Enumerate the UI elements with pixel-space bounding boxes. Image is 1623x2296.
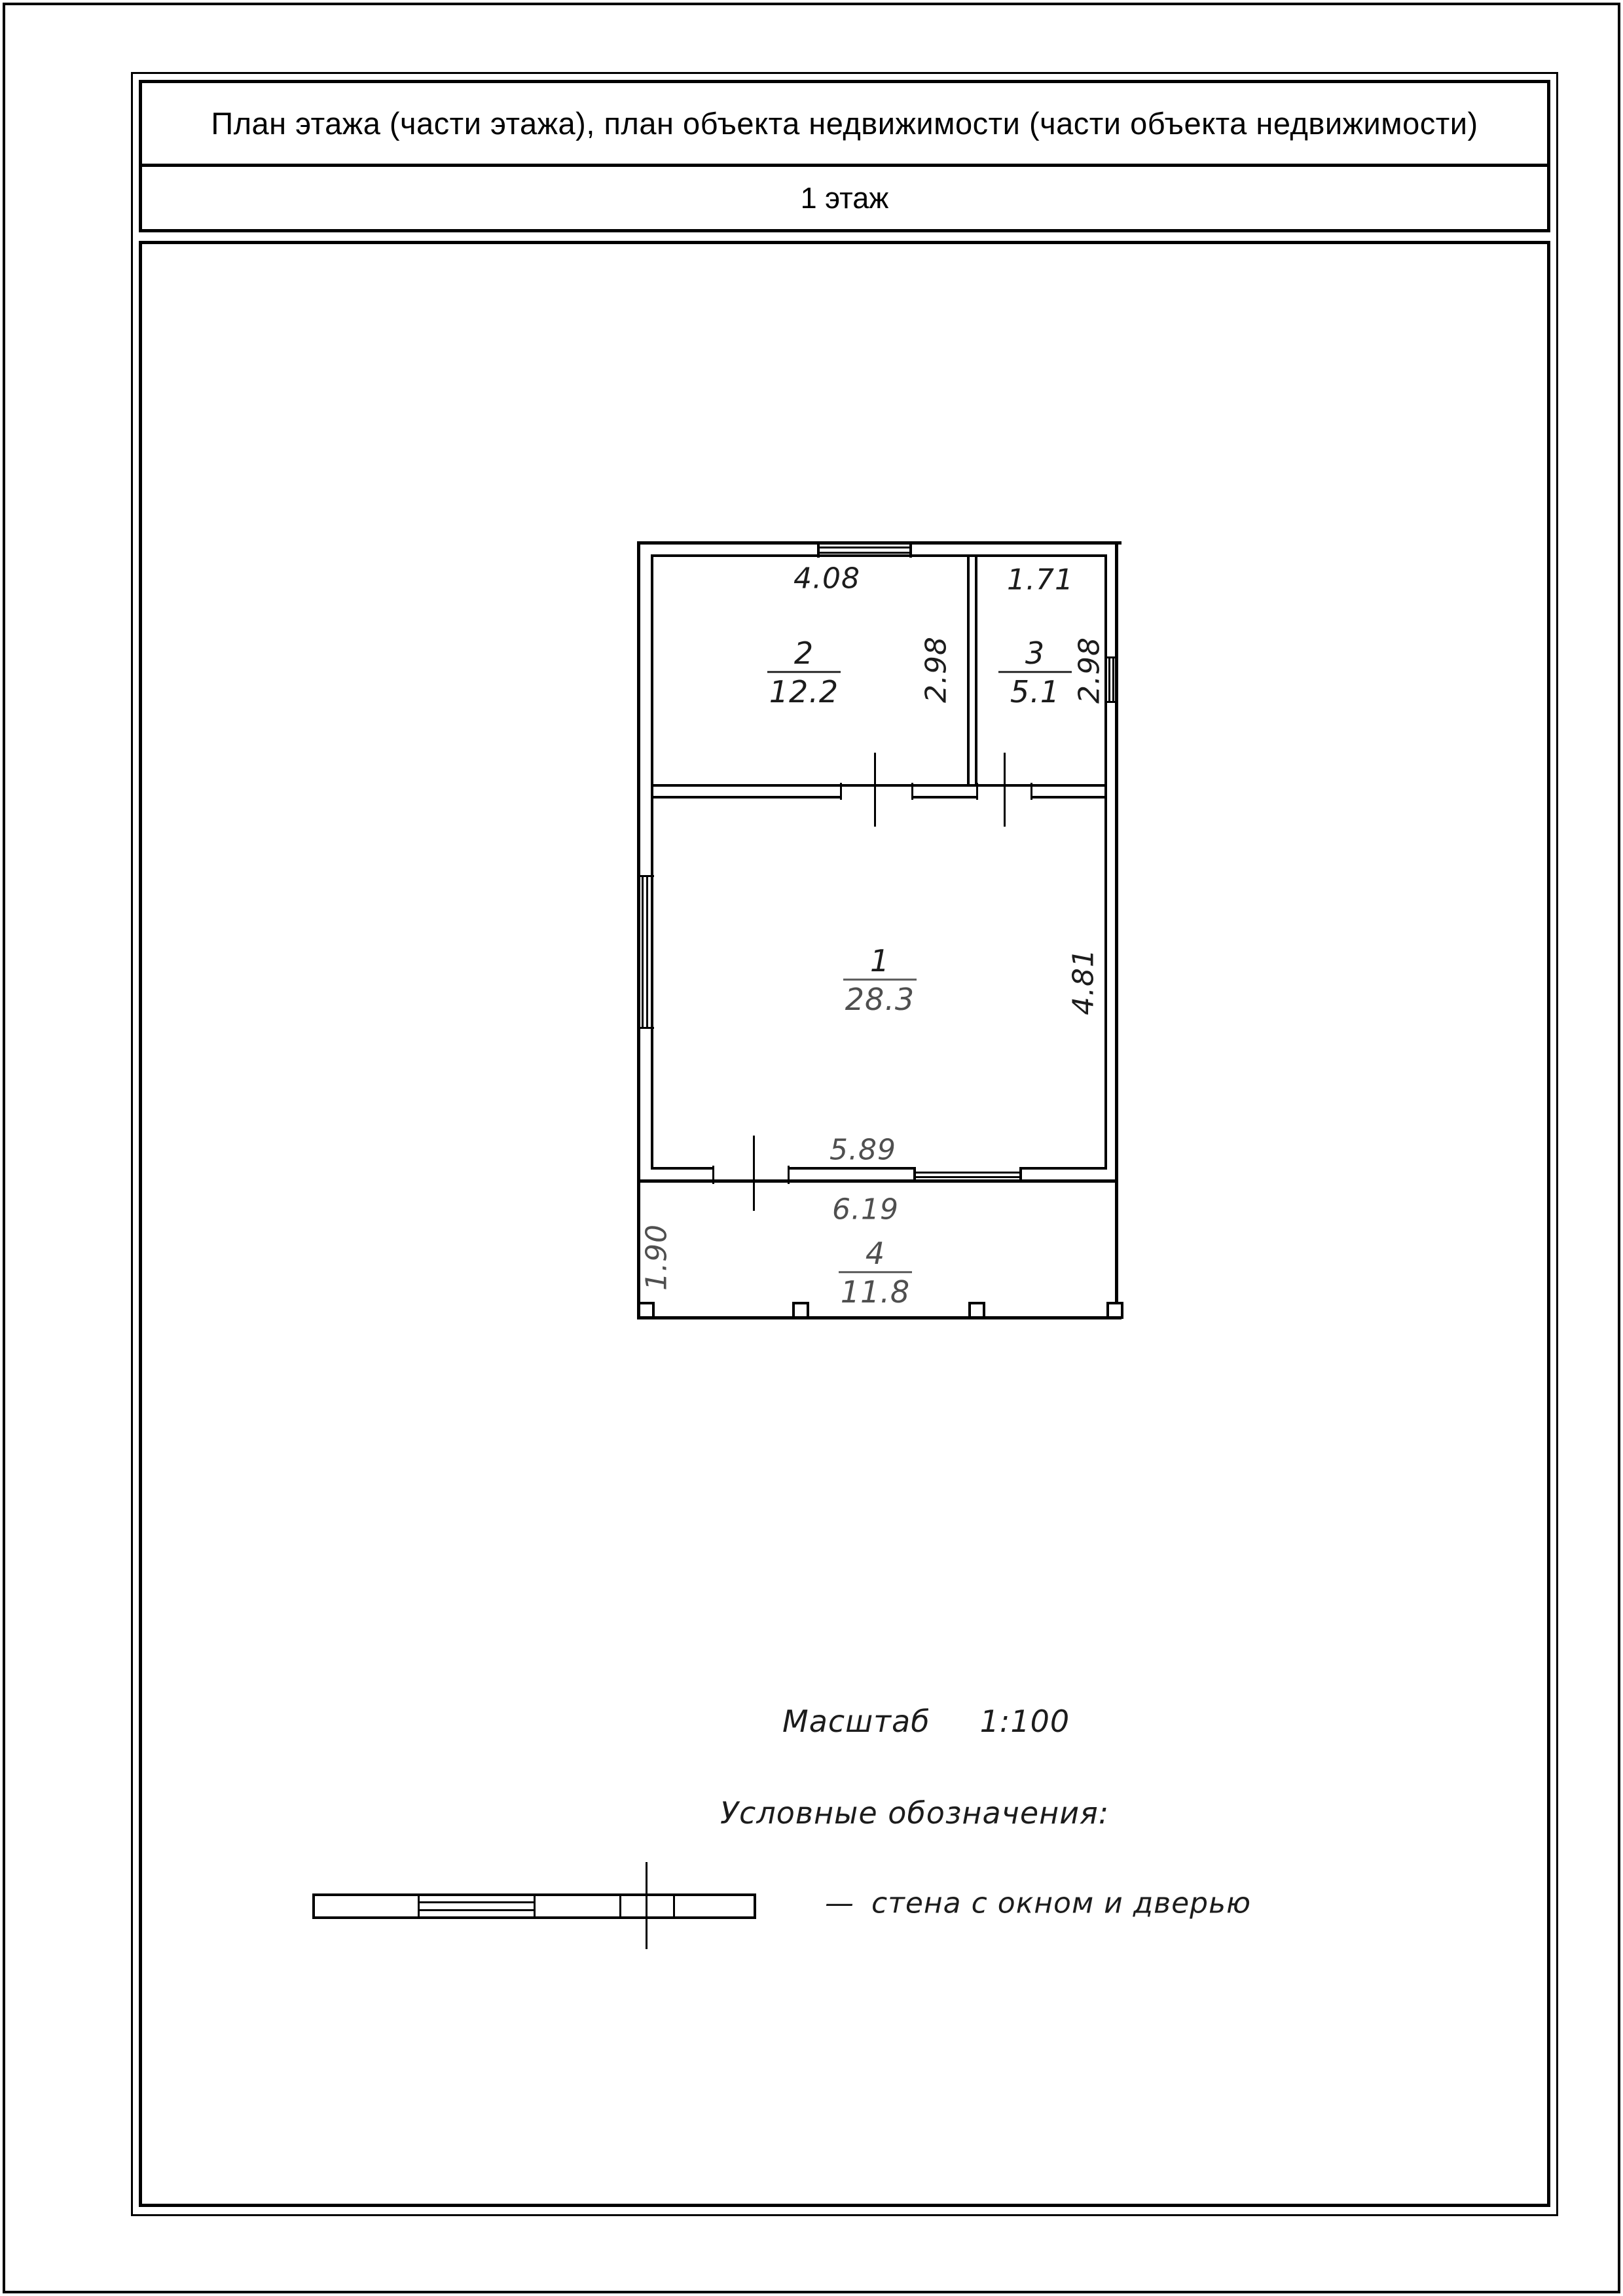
window-top-mid2 xyxy=(820,552,909,554)
legend-door-axis xyxy=(646,1862,647,1949)
wall-room1-bottom-seg3 xyxy=(1021,1167,1104,1170)
window-top-cap-right xyxy=(909,541,912,558)
door-veranda-tick-right xyxy=(788,1166,790,1184)
door-room2-tick-right xyxy=(911,783,913,800)
wall-outer-left xyxy=(637,541,640,1319)
window-bottom-mid1 xyxy=(916,1172,1019,1174)
room4-number: 4 xyxy=(865,1236,886,1272)
legend-divider-2 xyxy=(534,1893,536,1919)
veranda-bottom-line xyxy=(637,1316,1122,1319)
window-bottom-cap-left xyxy=(913,1167,916,1183)
room2-number: 2 xyxy=(793,636,814,672)
room1-area: 28.3 xyxy=(845,982,915,1018)
wall-outer-top xyxy=(637,541,1122,545)
window-right-mid1 xyxy=(1108,656,1110,703)
window-bottom-mid2 xyxy=(916,1176,1019,1178)
legend-item-text: стена с окном и дверью xyxy=(871,1886,1252,1920)
legend-window-mid1 xyxy=(420,1901,534,1903)
wall-mid-lower-seg2 xyxy=(911,796,976,798)
wall-room1-bottom-seg2 xyxy=(788,1167,913,1170)
wall-mid-upper xyxy=(651,784,1104,787)
room3-label-rule xyxy=(998,672,1072,673)
wall-room1-bottom-seg1 xyxy=(651,1167,712,1170)
window-top-cap-left xyxy=(817,541,820,558)
veranda-pillar-4 xyxy=(1106,1302,1123,1319)
veranda-pillar-1 xyxy=(638,1302,655,1319)
dim-room3-width: 1.71 xyxy=(1007,563,1074,597)
wall-mid-lower-seg3 xyxy=(1030,796,1104,798)
legend-divider-3 xyxy=(619,1893,621,1919)
room3-label xyxy=(998,637,1072,708)
door-room3-tick-right xyxy=(1030,783,1032,800)
room1-label-rule xyxy=(843,979,917,981)
header-box xyxy=(139,80,1550,232)
wall-divider-23-left xyxy=(967,554,970,787)
door-room2-tick-left xyxy=(840,783,842,800)
legend-divider-1 xyxy=(418,1893,420,1919)
wall-inner-top xyxy=(651,554,1107,557)
door-room3-tick-left xyxy=(976,783,978,800)
legend-item-dash: — xyxy=(825,1886,854,1920)
scale-note xyxy=(782,1704,1070,1739)
wall-mid-lower-seg1 xyxy=(651,796,840,798)
window-right-cap-bottom xyxy=(1104,701,1118,703)
window-left-cap-bottom xyxy=(637,1027,654,1029)
window-bottom-cap-right xyxy=(1019,1167,1022,1183)
door-veranda-tick-left xyxy=(712,1166,714,1184)
dim-room1-inner-width: 5.89 xyxy=(830,1133,896,1167)
room2-label-rule xyxy=(767,672,841,673)
room1-number: 1 xyxy=(869,943,890,979)
window-left-mid1 xyxy=(642,875,644,1029)
window-top-mid1 xyxy=(820,547,909,548)
dim-room2-depth: 2.98 xyxy=(919,636,953,703)
room2-label xyxy=(767,637,841,708)
window-right-mid2 xyxy=(1112,656,1114,703)
wall-inner-left xyxy=(651,554,653,1170)
scale-label: Масштаб xyxy=(782,1704,930,1739)
room4-label xyxy=(839,1238,912,1308)
room3-number: 3 xyxy=(1025,636,1046,672)
dim-room3-depth: 2.98 xyxy=(1072,637,1106,704)
legend-wall-cap-left xyxy=(312,1893,315,1919)
window-left-mid2 xyxy=(646,875,648,1029)
page-title: План этажа (части этажа), план объекта недвижимости (части объекта недвижимости) xyxy=(142,83,1547,167)
floor-label: 1 этаж xyxy=(800,181,889,215)
door-room2-axis xyxy=(874,753,876,827)
wall-divider-23-right xyxy=(975,554,977,787)
legend-divider-4 xyxy=(673,1893,675,1919)
window-left-cap-top xyxy=(637,875,654,877)
window-right-cap-top xyxy=(1104,656,1118,658)
room4-area: 11.8 xyxy=(840,1274,911,1310)
dim-room4-width: 6.19 xyxy=(832,1193,899,1227)
veranda-pillar-2 xyxy=(792,1302,809,1319)
legend-wall-cap-right xyxy=(754,1893,756,1919)
dim-room1-depth: 4.81 xyxy=(1067,948,1101,1015)
room3-area: 5.1 xyxy=(1010,674,1061,710)
legend-window-mid2 xyxy=(420,1909,534,1911)
dim-room4-depth: 1.90 xyxy=(640,1224,674,1291)
legend-item xyxy=(825,1887,1251,1920)
door-room3-axis xyxy=(1004,753,1006,827)
room1-label xyxy=(843,945,917,1016)
door-veranda-axis xyxy=(753,1136,755,1211)
veranda-pillar-3 xyxy=(968,1302,985,1319)
legend-heading: Условные обозначения: xyxy=(720,1795,1110,1831)
room4-label-rule xyxy=(839,1272,912,1274)
room2-area: 12.2 xyxy=(769,674,839,710)
dim-room2-width: 4.08 xyxy=(793,562,860,596)
wall-house-bottom-outer xyxy=(637,1179,1118,1183)
scale-value: 1:100 xyxy=(979,1704,1070,1739)
